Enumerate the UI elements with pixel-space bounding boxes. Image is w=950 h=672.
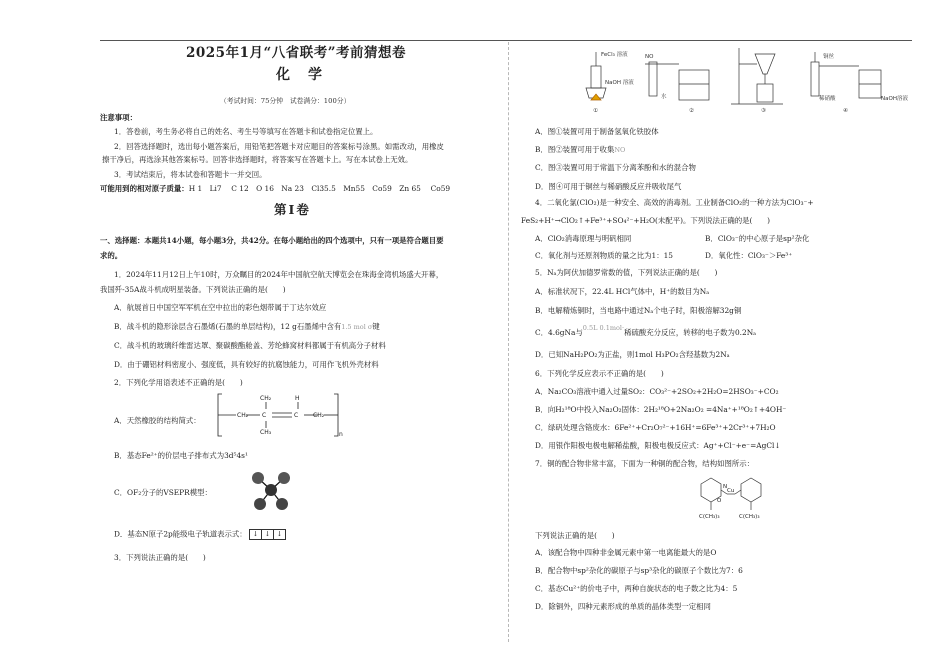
q1-option-b-text: B．战斗机的隐形涂层含石墨烯(石墨的单层结构)，12 g石墨烯中含有 — [114, 322, 342, 331]
svg-text:CH₂: CH₂ — [313, 412, 325, 419]
orbital-box-2: ↓ — [261, 529, 274, 540]
q4-stem-cont: FeS₂+H⁺→ClO₂↑+Fe³⁺+SO₄²⁻+H₂O(未配平)。下列说法正确的是( ) — [521, 216, 771, 225]
label-fig-2: ② — [689, 108, 694, 114]
svg-text:CH₃: CH₃ — [260, 429, 272, 436]
q3-option-a: A．图①装置可用于制备氢氧化铁胶体 — [535, 127, 659, 136]
svg-text:H: H — [295, 395, 300, 402]
q7-stem: 7．铜的配合物非常丰富，下面为一种铜的配合物，结构如图所示： — [535, 459, 755, 468]
svg-text:n: n — [339, 431, 343, 438]
svg-text:C: C — [294, 412, 299, 419]
q5-option-c-tail: 稀硫酸充分反应，转移的电子数为0.2Nₐ — [624, 328, 757, 337]
label-n: N — [723, 484, 728, 490]
note-1: 1．答卷前，考生务必将自己的姓名、考生号等填写在答题卡和试卷指定位置上。 — [114, 127, 378, 136]
q6-stem: 6．下列化学反应表示不正确的是( ) — [535, 369, 664, 378]
q1-option-d: D．由于硼铝材料密度小、强度低，具有较好的抗腐蚀能力，可用作飞机外壳材料 — [114, 360, 379, 369]
atomic-mass-row — [100, 184, 450, 194]
svg-text:CH₂: CH₂ — [237, 412, 249, 419]
q5-stem: 5．Nₐ为阿伏加德罗常数的值，下列说法正确的是( ) — [535, 268, 718, 277]
q2-option-d — [114, 529, 285, 540]
label-tbu-right: C(CH₃)₃ — [739, 514, 760, 520]
q1-option-b-tail: 键 — [372, 322, 380, 331]
q5-option-a: A．标准状况下，22.4L HCl气体中，H⁺的数目为Nₐ — [535, 287, 710, 296]
top-rule — [100, 40, 912, 41]
label-no: NO — [645, 54, 654, 60]
of2-vsepr-model — [250, 470, 292, 512]
q3-option-c: C．图③装置可用于常温下分离苯酚和水的混合物 — [535, 163, 696, 172]
label-water: 水 — [661, 94, 667, 100]
part1-title: 第Ⅰ卷 — [274, 202, 311, 217]
label-cu: Cu — [727, 488, 735, 494]
q6-option-b: B．向H₂¹⁸O中投入Na₂O₂固体：2H₂¹⁸O+2Na₂O₂ =4Na⁺+¹⁸O₂↑+4OH⁻ — [535, 405, 787, 414]
q3-option-b — [535, 145, 625, 155]
q6-option-c: C．绿矾处理含铬废水：6Fe²⁺+Cr₂O₇²⁻+16H⁺=6Fe³⁺+2Cr³⁺+7H₂O — [535, 423, 776, 432]
q4-option-a: A．ClO₂消毒原理与明矾相同 — [535, 234, 632, 243]
note-2: 2．回答选择题时，选出每小题答案后，用铅笔把答题卡对应题目的答案标号涂黑。如需改动，用橡皮 — [114, 142, 444, 151]
label-naoh: NaOH 溶液 — [605, 80, 634, 86]
svg-text:CH₂: CH₂ — [260, 395, 272, 402]
q3-option-b-faint: NO — [614, 146, 626, 154]
q3-stem: 3．下列说法正确的是( ) — [114, 553, 206, 562]
label-fig-1: ① — [593, 108, 598, 114]
q3-apparatus-figure — [561, 44, 908, 114]
q7-option-d: D．除铜外，四种元素形成的单质的晶体类型一定相同 — [535, 602, 711, 611]
q4-option-c: C．氧化剂与还原剂物质的量之比为1：15 — [535, 251, 674, 260]
q7-sub-stem: 下列说法正确的是( ) — [535, 531, 615, 540]
label-fecl3: FeCl₃ 溶液 — [601, 52, 628, 58]
label-fig-4: ④ — [843, 108, 848, 114]
q6-option-d: D．用银作阳极电极电解稀盐酸，阳极电极反应式：Ag⁺+Cl⁻+e⁻=AgCl↓ — [535, 441, 781, 450]
q5-option-c-text: C．4.6gNa与 — [535, 328, 583, 337]
q4-option-b: B．ClO₃⁻的中心原子是sp²杂化 — [705, 234, 810, 243]
q5-option-d: D．已知NaH₂PO₂为正盐，则1mol H₃PO₂含羟基数为2Nₐ — [535, 350, 730, 359]
q2-option-b: B．基态Fe²⁺的价层电子排布式为3d⁵4s¹ — [114, 451, 248, 460]
q4-option-d: D．氧化性：ClO₃⁻＞Fe³⁺ — [705, 251, 793, 260]
q7-option-a: A．该配合物中四种非金属元素中第一电离能最大的是O — [535, 548, 717, 557]
q7-option-c: C．基态Cu²⁺的价电子中，两种自旋状态的电子数之比为4：5 — [535, 584, 738, 593]
subject-title: 化学 — [276, 67, 340, 83]
label-dilute-nitric: 稀硝酸 — [819, 96, 836, 102]
q3-option-d: D．图④可用于铜丝与稀硝酸反应并吸收尾气 — [535, 182, 682, 191]
svg-text:C: C — [262, 412, 267, 419]
notes-heading: 注意事项： — [100, 113, 137, 122]
label-o: O — [717, 498, 722, 504]
q1-option-a: A．航展首日中国空军军机在空中拉出的彩色烟带属于丁达尔效应 — [114, 303, 327, 312]
label-tbu-left: C(CH₃)₃ — [699, 514, 720, 520]
q1-stem: 1．2024年11月12日上午10时，万众瞩目的2024年中国航空航天博览会在珠海金湾机场盛大开幕， — [114, 270, 444, 279]
orbital-box-3: ↓ — [273, 529, 286, 540]
label-fig-3: ③ — [761, 108, 766, 114]
q6-option-a: A．Na₂CO₃溶液中通入过量SO₂：CO₃²⁻+2SO₂+2H₂O=2HSO₃⁻+CO₂ — [535, 387, 779, 396]
section-instruction: 一、选择题：本题共14小题，每小题3分，共42分。在每小题给出的四个选项中，只有一项是符合题目要 — [100, 236, 444, 245]
q1-stem-cont: 我国歼-35A战斗机成明星装备。下列说法正确的是( ) — [100, 285, 286, 294]
label-naoh-2: NaOH溶液 — [881, 96, 908, 102]
q5-option-c-faint: 0.5L 0.1mol· — [582, 324, 625, 332]
exam-title: 2025年1月“八省联考”考前猜想卷 — [186, 45, 406, 61]
atomic-mass-label: 可能用到的相对原子质量： — [100, 184, 189, 193]
note-2-cont: 擦干净后，再选涂其他答案标号。回答非选择题时，将答案写在答题卡上。写在本试卷上无效。 — [102, 155, 413, 164]
isoprene-structure-figure — [216, 392, 346, 438]
atomic-mass-values: H 1 Li7 C 12 O 16 Na 23 Cl35.5 Mn55 Co59 Zn 65 Co59 — [188, 184, 451, 193]
q2-stem: 2．下列化学用语表述不正确的是( ) — [114, 378, 243, 387]
q2-option-c: C．OF₂分子的VSEPR模型： — [114, 488, 212, 497]
q4-stem: 4．二氧化氯(ClO₂)是一种安全、高效的消毒剂。工业制备ClO₂的一种方法为ClO₃⁻+ — [535, 198, 814, 207]
q5-option-c — [535, 324, 757, 338]
exam-info: （考试时间：75分钟 试卷满分：100分） — [220, 97, 351, 105]
q1-option-b — [114, 322, 380, 332]
copper-complex-structure — [681, 472, 781, 524]
q1-option-b-faint: 1.5 mol σ — [341, 323, 373, 331]
q2-option-a: A．天然橡胶的结构简式： — [114, 416, 201, 425]
note-3: 3．考试结束后，将本试卷和答题卡一并交回。 — [114, 170, 267, 179]
label-copper-wire: 铜丝 — [823, 54, 835, 60]
q2-option-d-text: D．基态N原子2p能级电子轨道表示式： — [114, 529, 247, 539]
column-divider — [508, 42, 509, 642]
q3-option-b-text: B．图②装置可用于收集 — [535, 145, 615, 154]
orbital-box-1: ↓ — [249, 529, 262, 540]
q5-option-b: B．电解精炼铜时，当电路中通过Nₐ个电子时，阳极溶解32g铜 — [535, 306, 742, 315]
q1-option-c: C．战斗机的玻璃纤维雷达罩、聚碳酸酯舱盖、芳纶蜂窝材料都属于有机高分子材料 — [114, 341, 386, 350]
section-instruction-cont: 求的。 — [100, 251, 123, 260]
q7-option-b: B．配合物中sp²杂化的碳原子与sp³杂化的碳原子个数比为7：6 — [535, 566, 743, 575]
